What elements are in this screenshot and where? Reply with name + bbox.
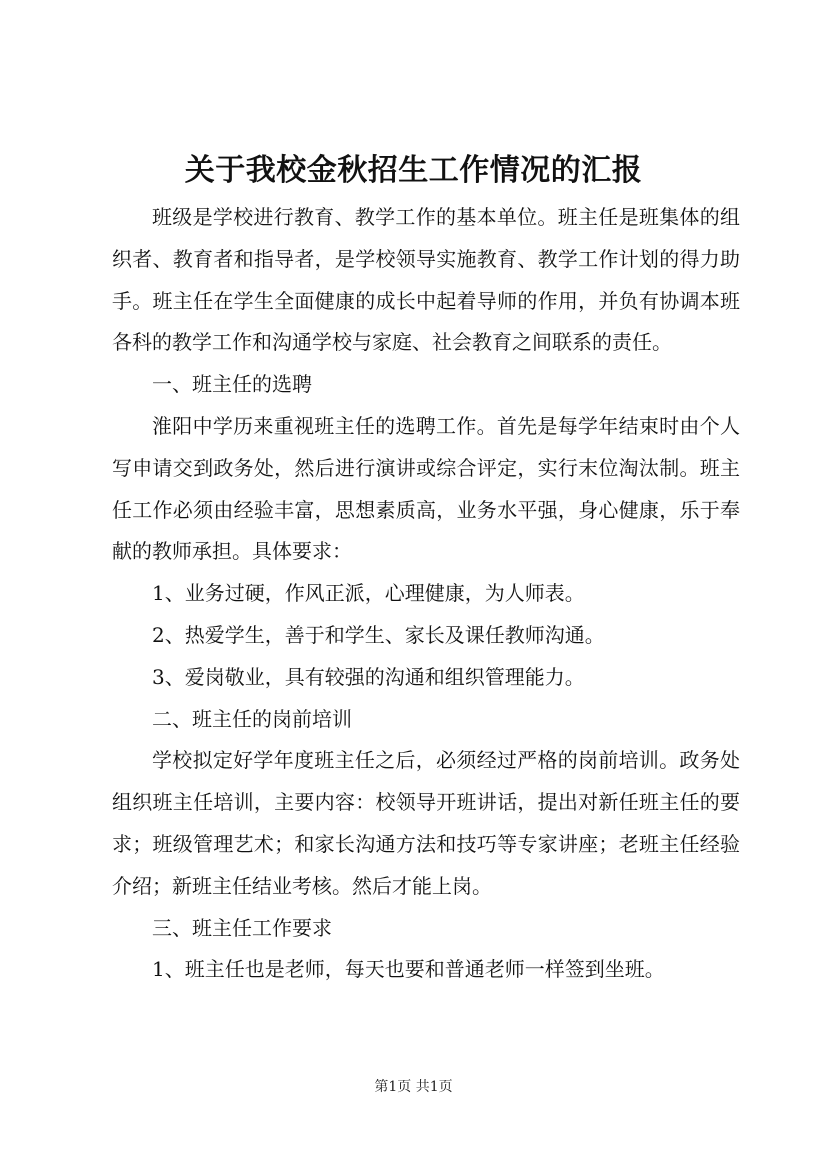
list-item-requirement-1: 1、班主任也是老师，每天也要和普通老师一样签到坐班。 [152, 957, 665, 982]
paragraph-training: 学校拟定好学年度班主任之后，必须经过严格的岗前培训。政务处组织班主任培训，主要内容：校领导开班讲话，提出对新任班主任的要求；班级管理艺术；和家长沟通方法和技巧等专家讲座；老班主任经验介绍；新班主任结业考核。然后才能上岗。 [112, 748, 740, 898]
paragraph-selection: 淮阳中学历来重视班主任的选聘工作。首先是每学年结束时由个人写申请交到政务处，然后进行演讲或综合评定，实行末位淘汰制。班主任工作必须由经验丰富，思想素质高，业务水平强，身心健康，乐于奉献的教师承担。具体要求： [112, 413, 740, 564]
section-heading-3: 三、班主任工作要求 [152, 915, 332, 940]
section-heading-1: 一、班主任的选聘 [152, 372, 312, 397]
section-heading-2: 二、班主任的岗前培训 [152, 706, 352, 731]
page-footer: 第1页 共1页 [374, 1079, 453, 1095]
document-body [112, 197, 740, 991]
list-item-1: 1、业务过硬，作风正派，心理健康，为人师表。 [152, 581, 585, 606]
paragraph-intro: 班级是学校进行教育、教学工作的基本单位。班主任是班集体的组织者、教育者和指导者，是学校领导实施教育、教学工作计划的得力助手。班主任在学生全面健康的成长中起着导师的作用，并负有协调本班各科的教学工作和沟通学校与家庭、社会教育之间联系的责任。 [112, 205, 740, 355]
list-item-3: 3、爱岗敬业，具有较强的沟通和组织管理能力。 [152, 664, 585, 689]
document-title: 关于我校金秋招生工作情况的汇报 [184, 153, 643, 188]
list-item-2: 2、热爱学生，善于和学生、家长及课任教师沟通。 [152, 622, 605, 647]
